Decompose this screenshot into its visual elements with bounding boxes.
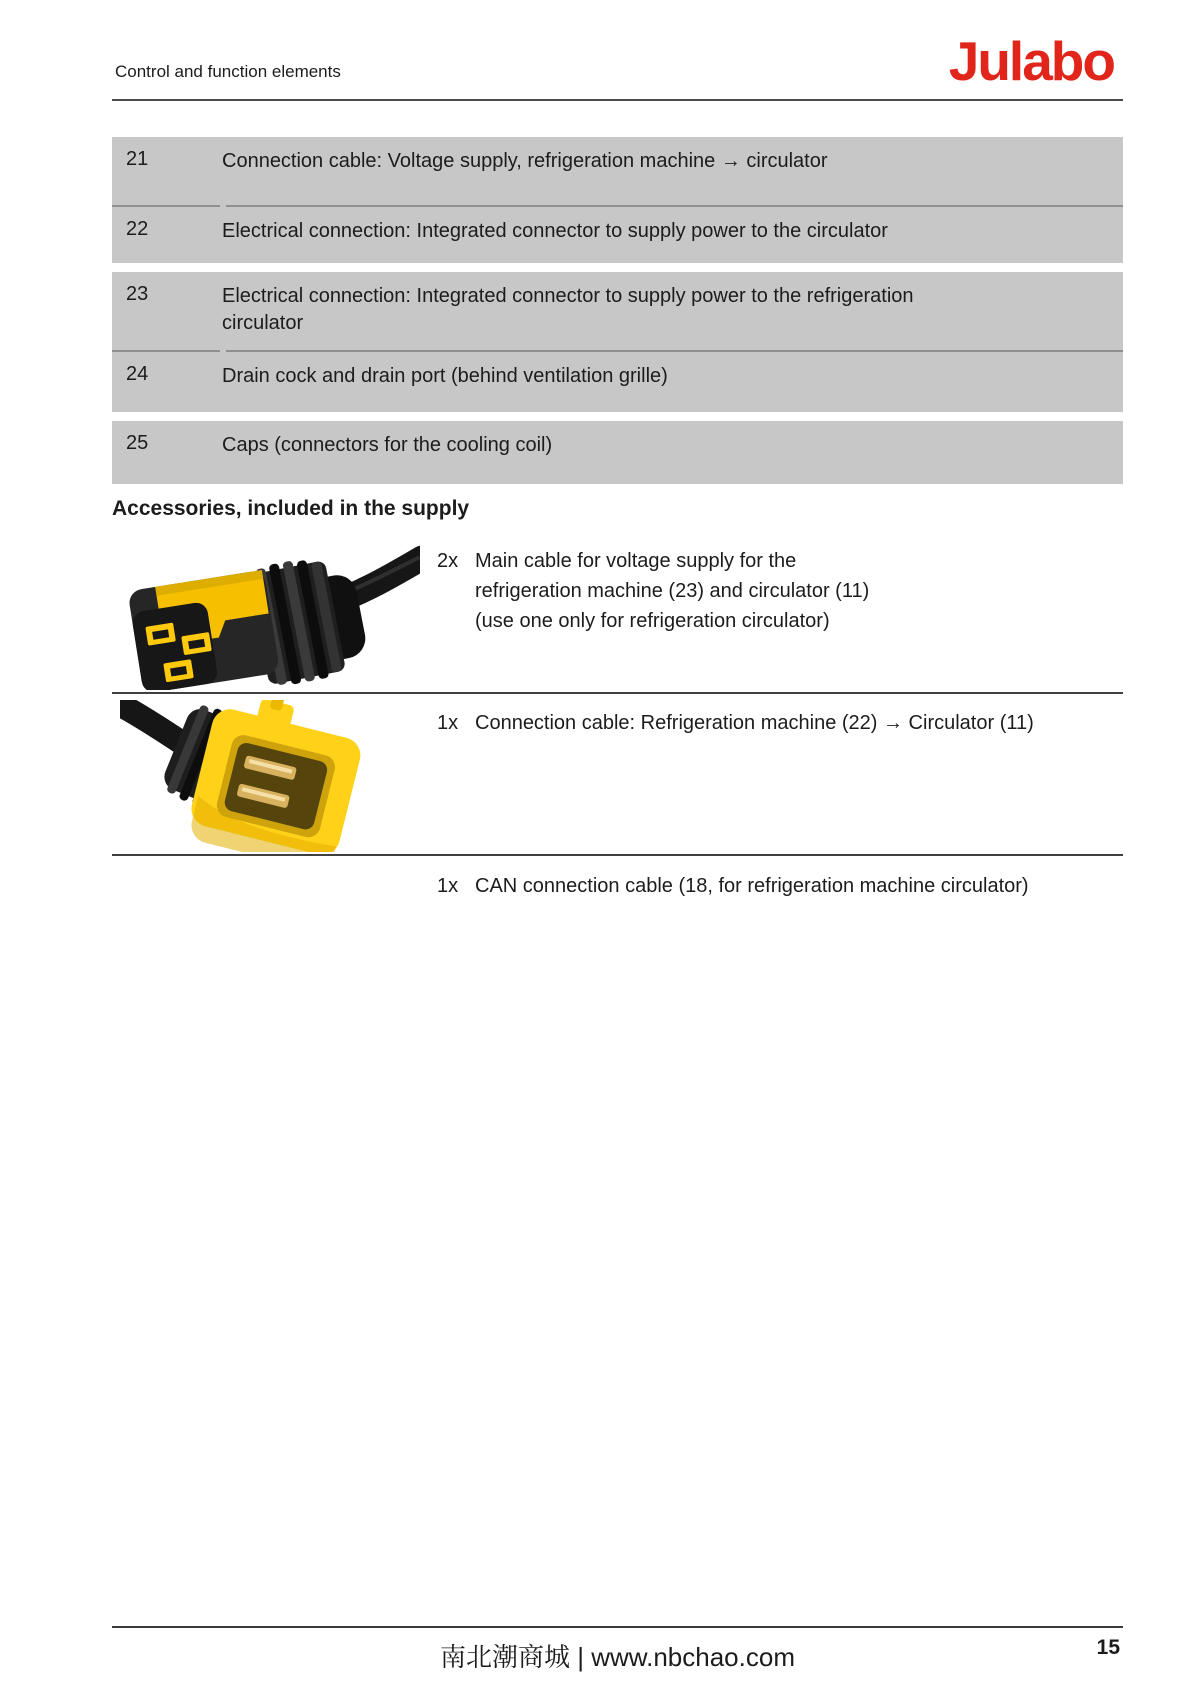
accessory-qty: 2x [437,550,459,572]
page-number: 15 [1096,1636,1120,1659]
table-row [112,137,1123,205]
row-number: 25 [126,432,149,454]
accessory-item [112,856,1123,916]
row-number: 21 [126,148,149,170]
accessory-qty: 1x [437,712,459,734]
row-description: Connection cable: Voltage supply, refrigeration machine → circulator [222,150,828,172]
row-description: Caps (connectors for the cooling coil) [222,434,553,456]
row-number: 23 [126,283,149,305]
accessories-heading: Accessories, included in the supply [112,497,470,520]
row-description: Electrical connection: Integrated connector to supply power to the circulator [222,220,888,242]
table-gap [112,412,1123,421]
accessory-description: Connection cable: Refrigeration machine (22) → Circulator (11) [475,712,1034,734]
table-gap [112,263,1123,272]
header-rule [112,99,1123,101]
table-block [112,272,1123,412]
julabo-logo: Julabo [948,30,1114,92]
accessory-description: CAN connection cable (18, for refrigeration machine circulator) [475,875,1029,897]
accessory-qty: 1x [437,875,459,897]
c19-socket-connector-photo [120,538,420,690]
table-block [112,137,1123,263]
accessory-figure [112,694,437,854]
footer-site-text: 南北潮商城 | www.nbchao.com [440,1642,795,1672]
row-description: Drain cock and drain port (behind ventilation grille) [222,365,668,387]
accessory-item [112,694,1123,854]
row-description: Electrical connection: Integrated connector to supply power to the refrigeration circulator [222,285,914,334]
accessory-item [112,538,1123,692]
table-row [112,352,1123,412]
footer-rule [112,1626,1123,1628]
table-row [112,421,1123,484]
accessory-figure-empty [112,856,437,916]
accessory-figure [112,538,437,692]
row-number: 24 [126,363,149,385]
accessories-list [112,538,1123,916]
c20-plug-connector-photo [120,700,420,852]
table-block [112,421,1123,484]
page-title: Control and function elements [115,62,341,81]
table-row [112,207,1123,263]
parts-table [112,137,1123,484]
accessory-description: Main cable for voltage supply for the refrigeration machine (23) and circulator (11) (use one only for refrigeration circulator) [475,550,870,632]
row-number: 22 [126,218,149,240]
table-row [112,272,1123,350]
